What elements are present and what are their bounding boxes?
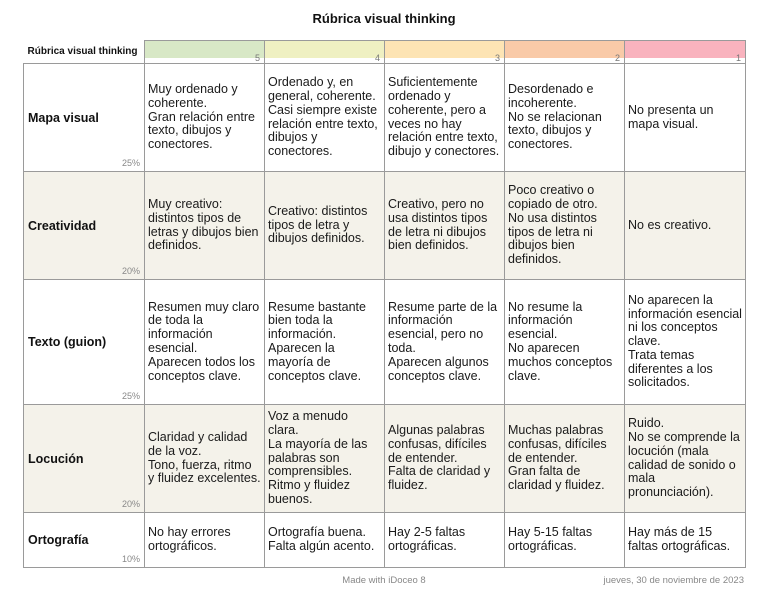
level-header-4: [265, 41, 385, 64]
level-color-bar: [505, 41, 624, 58]
descriptor-cell[interactable]: Ortografía buena. Falta algún acento.: [265, 513, 385, 568]
level-header-5: [145, 41, 265, 64]
level-number: 5: [254, 53, 260, 63]
descriptor-cell[interactable]: Algunas palabras confusas, difíciles de entender. Falta de claridad y fluidez.: [385, 405, 505, 513]
criterion-name: Creatividad: [28, 218, 97, 233]
level-number: 4: [374, 53, 380, 63]
descriptor-cell[interactable]: Voz a menudo clara. La mayoría de las palabras son comprensibles. Ritmo y fluidez buenos.: [265, 405, 385, 513]
descriptor-cell[interactable]: Resume bastante bien toda la información. Aparecen la mayoría de conceptos clave.: [265, 280, 385, 405]
descriptor-cell[interactable]: Hay 2-5 faltas ortográficas.: [385, 513, 505, 568]
criterion-row-ortografia: [24, 513, 746, 568]
level-color-bar: [625, 41, 745, 58]
footer-date: jueves, 30 de noviembre de 2023: [603, 575, 744, 586]
level-header-1: [625, 41, 746, 64]
descriptor-cell[interactable]: No aparecen la información esencial ni los conceptos clave. Trata temas diferentes a los solicitados.: [625, 280, 746, 405]
descriptor-cell[interactable]: No es creativo.: [625, 172, 746, 280]
criterion-weight: 20%: [121, 266, 140, 276]
page-title: Rúbrica visual thinking: [312, 11, 456, 26]
descriptor-cell[interactable]: Creativo, pero no usa distintos tipos de letra ni dibujos bien definidos.: [385, 172, 505, 280]
descriptor-cell[interactable]: Muy creativo: distintos tipos de letras y dibujos bien definidos.: [145, 172, 265, 280]
criterion-name: Mapa visual: [28, 110, 99, 125]
criterion-row-creatividad: [24, 172, 746, 280]
level-header-2: [505, 41, 625, 64]
criterion-name: Ortografía: [28, 533, 89, 547]
descriptor-cell[interactable]: Suficientemente ordenado y coherente, pero a veces no hay relación entre texto, dibujo y conectores.: [385, 64, 505, 172]
criterion-cell: [24, 172, 145, 280]
criterion-weight: 20%: [121, 499, 140, 509]
rubric-table: [23, 40, 746, 568]
criterion-cell: [24, 64, 145, 172]
descriptor-cell[interactable]: No presenta un mapa visual.: [625, 64, 746, 172]
criterion-name: Locución: [28, 451, 84, 466]
criterion-cell: [24, 405, 145, 513]
criterion-cell: [24, 513, 145, 568]
criterion-row-locucion: [24, 405, 746, 513]
level-header-3: [385, 41, 505, 64]
descriptor-cell[interactable]: Claridad y calidad de la voz. Tono, fuerza, ritmo y fluidez excelentes.: [145, 405, 265, 513]
corner-label: Rúbrica visual thinking: [24, 41, 145, 64]
descriptor-cell[interactable]: Ruido. No se comprende la locución (mala calidad de sonido o mala pronunciación).: [625, 405, 746, 513]
criterion-weight: 25%: [121, 158, 140, 168]
criterion-row-mapa-visual: [24, 64, 746, 172]
descriptor-cell[interactable]: Muy ordenado y coherente. Gran relación entre texto, dibujos y conectores.: [145, 64, 265, 172]
level-number: 2: [614, 53, 620, 63]
criterion-cell: [24, 280, 145, 405]
criterion-weight: 25%: [121, 391, 140, 401]
descriptor-cell[interactable]: Hay más de 15 faltas ortográficas.: [625, 513, 746, 568]
descriptor-cell[interactable]: Muchas palabras confusas, difíciles de entender. Gran falta de claridad y fluidez.: [505, 405, 625, 513]
descriptor-cell[interactable]: Creativo: distintos tipos de letra y dibujos definidos.: [265, 172, 385, 280]
criterion-weight: 10%: [121, 554, 140, 564]
level-number: 1: [735, 53, 741, 63]
level-number: 3: [494, 53, 500, 63]
level-color-bar: [145, 41, 264, 58]
level-color-bar: [265, 41, 384, 58]
descriptor-cell[interactable]: Resumen muy claro de toda la información esencial. Aparecen todos los conceptos clave.: [145, 280, 265, 405]
footer-made-with: Made with iDoceo 8: [342, 575, 426, 586]
criterion-name: Texto (guion): [28, 335, 107, 349]
descriptor-cell[interactable]: Ordenado y, en general, coherente. Casi siempre existe relación entre texto, dibujos y conectores.: [265, 64, 385, 172]
descriptor-cell[interactable]: No resume la información esencial. No aparecen muchos conceptos clave.: [505, 280, 625, 405]
level-color-bar: [385, 41, 504, 58]
level-header-row: [24, 41, 746, 64]
descriptor-cell[interactable]: Resume parte de la información esencial, pero no toda. Aparecen algunos conceptos clave.: [385, 280, 505, 405]
criterion-row-texto: [24, 280, 746, 405]
descriptor-cell[interactable]: Hay 5-15 faltas ortográficas.: [505, 513, 625, 568]
descriptor-cell[interactable]: No hay errores ortográficos.: [145, 513, 265, 568]
descriptor-cell[interactable]: Desordenado e incoherente. No se relacionan texto, dibujos y conectores.: [505, 64, 625, 172]
descriptor-cell[interactable]: Poco creativo o copiado de otro. No usa distintos tipos de letra ni dibujos bien definidos.: [505, 172, 625, 280]
